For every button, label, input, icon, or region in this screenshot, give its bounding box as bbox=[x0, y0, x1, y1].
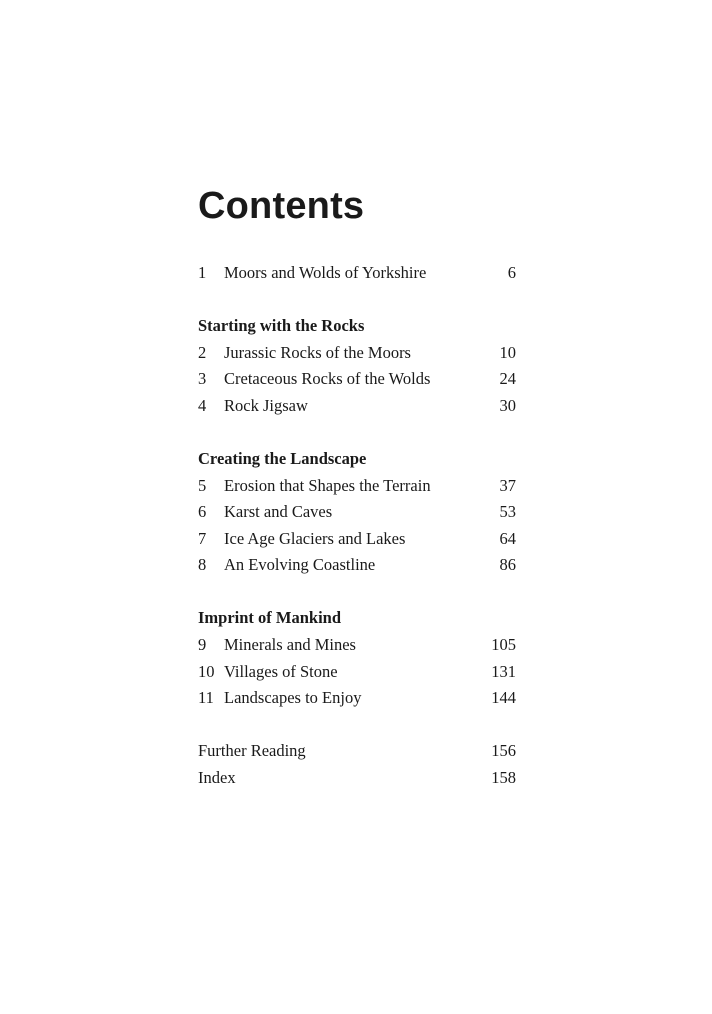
chapter-number: 6 bbox=[198, 502, 207, 522]
section-heading: Imprint of Mankind bbox=[198, 608, 342, 628]
page-number: 30 bbox=[499, 395, 516, 415]
page-number: 6 bbox=[507, 263, 516, 282]
chapter-number: 9 bbox=[198, 635, 207, 655]
chapter-title: Ice Age Glaciers and Lakes bbox=[224, 528, 406, 548]
toc-section bbox=[198, 313, 516, 419]
toc-section bbox=[198, 738, 516, 791]
toc-section bbox=[198, 260, 516, 287]
page-number: 131 bbox=[491, 661, 516, 681]
page-number: 156 bbox=[491, 741, 516, 761]
toc-section bbox=[198, 605, 516, 711]
chapter-number: 11 bbox=[198, 688, 214, 708]
page-number: 144 bbox=[491, 688, 516, 708]
page-title: Contents bbox=[198, 185, 365, 227]
chapter-number: 4 bbox=[198, 395, 207, 415]
chapter-title: Erosion that Shapes the Terrain bbox=[224, 475, 431, 495]
chapter-number: 5 bbox=[198, 475, 207, 495]
toc-entry[interactable] bbox=[198, 260, 516, 287]
chapter-number: 7 bbox=[198, 528, 207, 548]
chapter-number: 2 bbox=[198, 342, 207, 362]
chapter-number: 8 bbox=[198, 555, 207, 575]
chapter-title: Cretaceous Rocks of the Wolds bbox=[224, 369, 431, 389]
toc-entry[interactable] bbox=[198, 366, 516, 393]
contents-page bbox=[198, 180, 516, 792]
toc-entry[interactable] bbox=[198, 659, 516, 686]
chapter-number: 10 bbox=[198, 661, 215, 681]
section-heading: Creating the Landscape bbox=[198, 448, 367, 468]
toc-entry[interactable] bbox=[198, 685, 516, 712]
toc-entry[interactable] bbox=[198, 526, 516, 553]
page-number: 64 bbox=[499, 528, 516, 548]
toc-entry[interactable] bbox=[198, 393, 516, 420]
toc-entry[interactable] bbox=[198, 765, 516, 792]
chapter-title: Jurassic Rocks of the Moors bbox=[224, 342, 411, 362]
page-number: 24 bbox=[499, 369, 516, 389]
chapter-number: 1 bbox=[198, 263, 207, 282]
toc-entry[interactable] bbox=[198, 632, 516, 659]
chapter-title: An Evolving Coastline bbox=[224, 555, 376, 575]
toc-entry[interactable] bbox=[198, 552, 516, 579]
chapter-title: Karst and Caves bbox=[224, 502, 333, 522]
page-number: 105 bbox=[491, 635, 516, 655]
chapter-title: Villages of Stone bbox=[224, 661, 338, 681]
toc-entry[interactable] bbox=[198, 473, 516, 500]
section-heading: Starting with the Rocks bbox=[198, 316, 365, 336]
toc-entry[interactable] bbox=[198, 738, 516, 765]
chapter-title: Rock Jigsaw bbox=[224, 395, 308, 415]
chapter-title: Index bbox=[198, 767, 236, 787]
toc-section bbox=[198, 446, 516, 579]
page-number: 86 bbox=[499, 555, 516, 575]
chapter-number: 3 bbox=[198, 369, 207, 389]
chapter-title: Further Reading bbox=[198, 741, 306, 761]
chapter-title: Minerals and Mines bbox=[224, 635, 356, 655]
table-of-contents bbox=[198, 260, 516, 792]
page-number: 158 bbox=[491, 767, 516, 787]
chapter-title: Moors and Wolds of Yorkshire bbox=[224, 263, 427, 282]
page-number: 37 bbox=[499, 475, 516, 495]
toc-entry[interactable] bbox=[198, 340, 516, 367]
page-number: 53 bbox=[499, 502, 516, 522]
toc-entry[interactable] bbox=[198, 499, 516, 526]
page-number: 10 bbox=[499, 342, 516, 362]
chapter-title: Landscapes to Enjoy bbox=[224, 688, 362, 708]
